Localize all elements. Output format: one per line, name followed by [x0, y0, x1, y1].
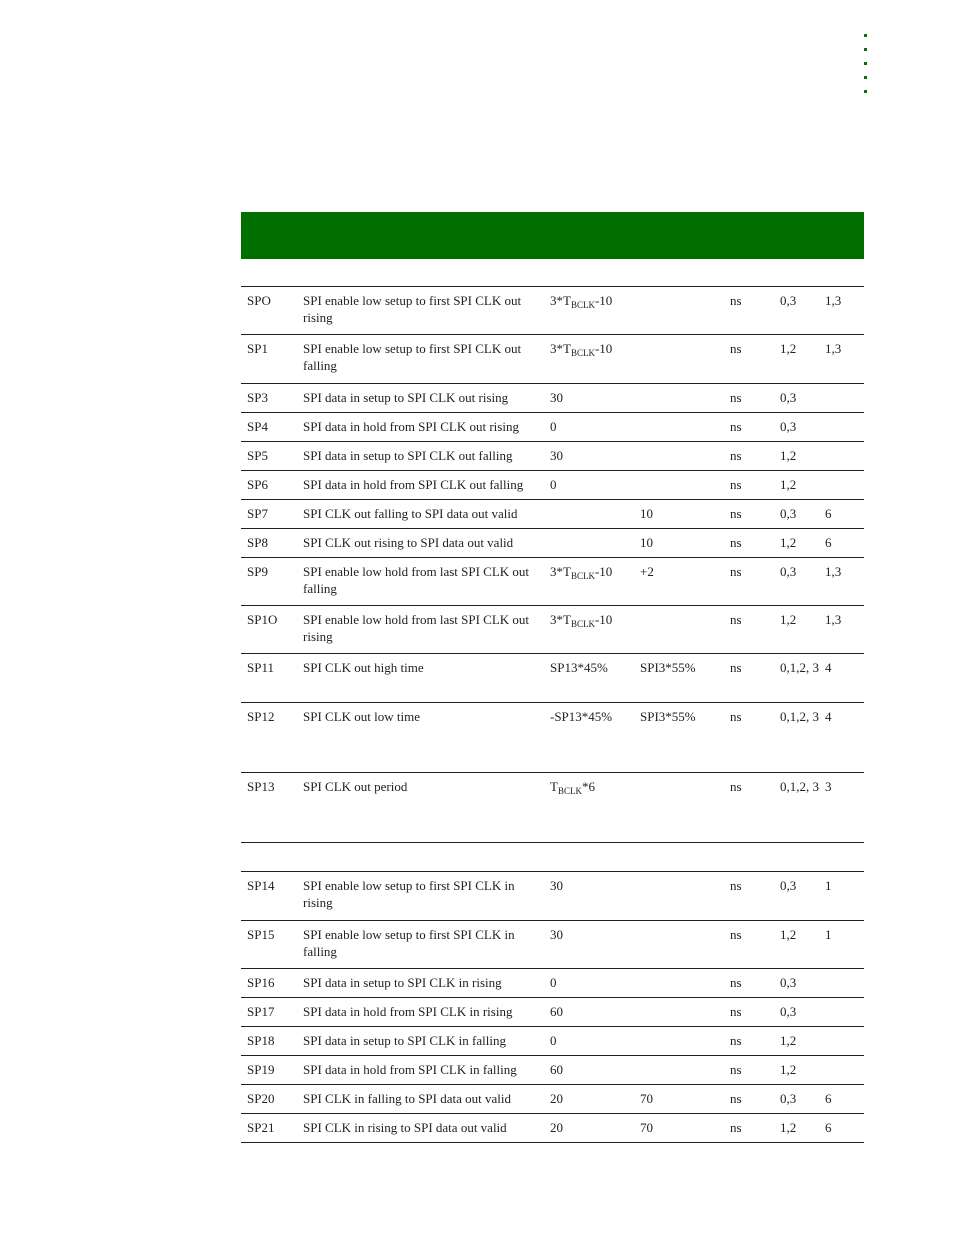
notes-cell: 6	[825, 1091, 832, 1106]
table-header-band	[241, 212, 864, 259]
modes-cell: 0,3	[780, 390, 797, 405]
description-cell: SPI CLK in rising to SPI data out valid	[303, 1120, 507, 1135]
modes-cell: 1,2	[780, 341, 797, 356]
units-cell: ns	[730, 927, 742, 942]
modes-cell: 1,2	[780, 1120, 797, 1135]
max-cell	[634, 413, 724, 442]
notes-cell	[819, 969, 864, 998]
notes-cell: 3	[825, 779, 832, 794]
description-cell: SPI enable low setup to first SPI CLK in rising	[303, 878, 515, 910]
table-row	[241, 384, 864, 413]
max-cell	[634, 287, 724, 335]
min-cell: 20	[550, 1120, 563, 1135]
modes-cell: 0,3	[780, 1091, 797, 1106]
min-cell: 30	[550, 878, 563, 893]
units-cell: ns	[730, 564, 742, 579]
units-cell: ns	[730, 1062, 742, 1077]
table-row	[241, 773, 864, 843]
notes-cell: 6	[825, 535, 832, 550]
empty-cell	[241, 843, 864, 872]
table-row	[241, 1085, 864, 1114]
max-cell: SPI3*55%	[640, 660, 696, 675]
modes-cell: 0,3	[780, 1004, 797, 1019]
units-cell: ns	[730, 709, 742, 724]
min-cell: $3*T_{BCLK}-10$	[550, 564, 613, 581]
symbol-cell: SP7	[247, 506, 268, 521]
description-cell: SPI data in hold from SPI CLK in falling	[303, 1062, 517, 1077]
notes-cell: 1,3	[825, 341, 842, 356]
max-cell: +2	[640, 564, 654, 579]
notes-cell: 1	[825, 878, 832, 893]
max-cell	[634, 471, 724, 500]
modes-cell: 0,3	[780, 878, 797, 893]
table-row	[241, 921, 864, 969]
symbol-cell: SP1O	[247, 612, 278, 627]
modes-cell: 0,1,2, 3	[780, 779, 819, 794]
max-cell	[634, 1056, 724, 1085]
description-cell: SPI data in setup to SPI CLK in rising	[303, 975, 502, 990]
max-cell	[634, 872, 724, 921]
description-cell: SPI enable low setup to first SPI CLK in falling	[303, 927, 515, 959]
symbol-cell: SPO	[247, 293, 271, 308]
notes-cell: 1,3	[825, 564, 842, 579]
table-row	[241, 287, 864, 335]
min-cell	[544, 529, 634, 558]
symbol-cell: SP18	[247, 1033, 275, 1048]
min-cell: $T_{BCLK}*6$	[550, 779, 595, 796]
units-cell: ns	[730, 419, 742, 434]
margin-dot	[864, 34, 867, 37]
description-cell: SPI enable low setup to first SPI CLK out rising	[303, 293, 522, 325]
max-cell	[634, 442, 724, 471]
table-row	[241, 606, 864, 654]
units-cell: ns	[730, 612, 742, 627]
table-row	[241, 335, 864, 384]
notes-cell: 6	[825, 1120, 832, 1135]
table-row	[241, 654, 864, 703]
symbol-cell: SP12	[247, 709, 275, 724]
modes-cell: 0,1,2, 3	[780, 709, 819, 724]
notes-cell	[819, 998, 864, 1027]
spi-timing-table	[241, 286, 864, 1143]
max-cell	[634, 335, 724, 384]
symbol-cell: SP11	[247, 660, 274, 675]
min-cell: 0	[550, 477, 557, 492]
units-cell: ns	[730, 535, 742, 550]
min-cell: 60	[550, 1062, 563, 1077]
units-cell: ns	[730, 779, 742, 794]
modes-cell: 1,2	[780, 448, 797, 463]
min-cell: 0	[550, 975, 557, 990]
units-cell: ns	[730, 878, 742, 893]
max-cell	[634, 606, 724, 654]
min-cell: SP13*45%	[550, 660, 608, 675]
modes-cell: 0,3	[780, 506, 797, 521]
table-row	[241, 1114, 864, 1143]
max-cell	[634, 921, 724, 969]
modes-cell: 0,3	[780, 564, 797, 579]
modes-cell: 0,3	[780, 293, 797, 308]
table-row	[241, 998, 864, 1027]
symbol-cell: SP17	[247, 1004, 275, 1019]
min-cell: 30	[550, 390, 563, 405]
table-row	[241, 529, 864, 558]
notes-cell	[819, 442, 864, 471]
description-cell: SPI data in hold from SPI CLK out rising	[303, 419, 519, 434]
margin-dot	[864, 76, 867, 79]
min-cell: -SP13*45%	[550, 709, 613, 724]
description-cell: SPI data in setup to SPI CLK out falling	[303, 448, 513, 463]
notes-cell	[819, 384, 864, 413]
modes-cell: 0,3	[780, 419, 797, 434]
notes-cell: 6	[825, 506, 832, 521]
max-cell	[634, 969, 724, 998]
symbol-cell: SP20	[247, 1091, 275, 1106]
symbol-cell: SP4	[247, 419, 268, 434]
units-cell: ns	[730, 448, 742, 463]
modes-cell: 1,2	[780, 1033, 797, 1048]
table-row	[241, 500, 864, 529]
min-cell: 30	[550, 448, 563, 463]
table-row	[241, 442, 864, 471]
description-cell: SPI CLK out high time	[303, 660, 424, 675]
min-cell: $3*T_{BCLK}-10$	[550, 293, 613, 310]
units-cell: ns	[730, 660, 742, 675]
symbol-cell: SP5	[247, 448, 268, 463]
units-cell: ns	[730, 477, 742, 492]
description-cell: SPI enable low hold from last SPI CLK out falling	[303, 564, 530, 596]
table-row	[241, 558, 864, 606]
max-cell: SPI3*55%	[640, 709, 696, 724]
symbol-cell: SP1	[247, 341, 268, 356]
notes-cell	[819, 1056, 864, 1085]
symbol-cell: SP8	[247, 535, 268, 550]
description-cell: SPI CLK out period	[303, 779, 408, 794]
units-cell: ns	[730, 390, 742, 405]
description-cell: SPI data in hold from SPI CLK in rising	[303, 1004, 513, 1019]
description-cell: SPI CLK out low time	[303, 709, 421, 724]
symbol-cell: SP6	[247, 477, 268, 492]
max-cell	[634, 998, 724, 1027]
max-cell: 70	[640, 1120, 653, 1135]
symbol-cell: SP3	[247, 390, 268, 405]
notes-cell: 4	[825, 660, 832, 675]
symbol-cell: SP13	[247, 779, 275, 794]
notes-cell: 1,3	[825, 612, 842, 627]
table-row	[241, 413, 864, 442]
max-cell: 70	[640, 1091, 653, 1106]
min-cell: 20	[550, 1091, 563, 1106]
min-cell: 60	[550, 1004, 563, 1019]
modes-cell: 1,2	[780, 927, 797, 942]
min-cell: 30	[550, 927, 563, 942]
table-row	[241, 1056, 864, 1085]
notes-cell	[819, 1027, 864, 1056]
min-cell: 0	[550, 1033, 557, 1048]
table-row	[241, 471, 864, 500]
description-cell: SPI enable low setup to first SPI CLK out falling	[303, 341, 522, 373]
section-divider-row	[241, 843, 864, 872]
min-cell: 0	[550, 419, 557, 434]
units-cell: ns	[730, 1004, 742, 1019]
description-cell: SPI CLK out falling to SPI data out valid	[303, 506, 518, 521]
margin-dot	[864, 90, 867, 93]
symbol-cell: SP14	[247, 878, 275, 893]
table-row	[241, 969, 864, 998]
table-row	[241, 1027, 864, 1056]
margin-dots	[864, 34, 870, 104]
min-cell: $3*T_{BCLK}-10$	[550, 341, 613, 358]
description-cell: SPI CLK in falling to SPI data out valid	[303, 1091, 511, 1106]
symbol-cell: SP21	[247, 1120, 275, 1135]
symbol-cell: SP19	[247, 1062, 275, 1077]
units-cell: ns	[730, 975, 742, 990]
units-cell: ns	[730, 1033, 742, 1048]
table-row	[241, 872, 864, 921]
max-cell	[634, 773, 724, 843]
description-cell: SPI CLK out rising to SPI data out valid	[303, 535, 514, 550]
modes-cell: 0,1,2, 3	[780, 660, 819, 675]
description-cell: SPI enable low hold from last SPI CLK out rising	[303, 612, 530, 644]
modes-cell: 1,2	[780, 1062, 797, 1077]
symbol-cell: SP16	[247, 975, 275, 990]
units-cell: ns	[730, 1120, 742, 1135]
table-row	[241, 703, 864, 773]
units-cell: ns	[730, 506, 742, 521]
notes-cell	[819, 471, 864, 500]
units-cell: ns	[730, 293, 742, 308]
max-cell: 10	[640, 506, 653, 521]
notes-cell: 1	[825, 927, 832, 942]
modes-cell: 1,2	[780, 612, 797, 627]
modes-cell: 1,2	[780, 535, 797, 550]
max-cell: 10	[640, 535, 653, 550]
notes-cell: 4	[825, 709, 832, 724]
modes-cell: 1,2	[780, 477, 797, 492]
description-cell: SPI data in setup to SPI CLK out rising	[303, 390, 509, 405]
margin-dot	[864, 48, 867, 51]
symbol-cell: SP15	[247, 927, 275, 942]
units-cell: ns	[730, 1091, 742, 1106]
notes-cell	[819, 413, 864, 442]
description-cell: SPI data in setup to SPI CLK in falling	[303, 1033, 506, 1048]
modes-cell: 0,3	[780, 975, 797, 990]
min-cell: $3*T_{BCLK}-10$	[550, 612, 613, 629]
notes-cell: 1,3	[825, 293, 842, 308]
max-cell	[634, 1027, 724, 1056]
units-cell: ns	[730, 341, 742, 356]
min-cell	[544, 500, 634, 529]
margin-dot	[864, 62, 867, 65]
description-cell: SPI data in hold from SPI CLK out falling	[303, 477, 524, 492]
symbol-cell: SP9	[247, 564, 268, 579]
max-cell	[634, 384, 724, 413]
